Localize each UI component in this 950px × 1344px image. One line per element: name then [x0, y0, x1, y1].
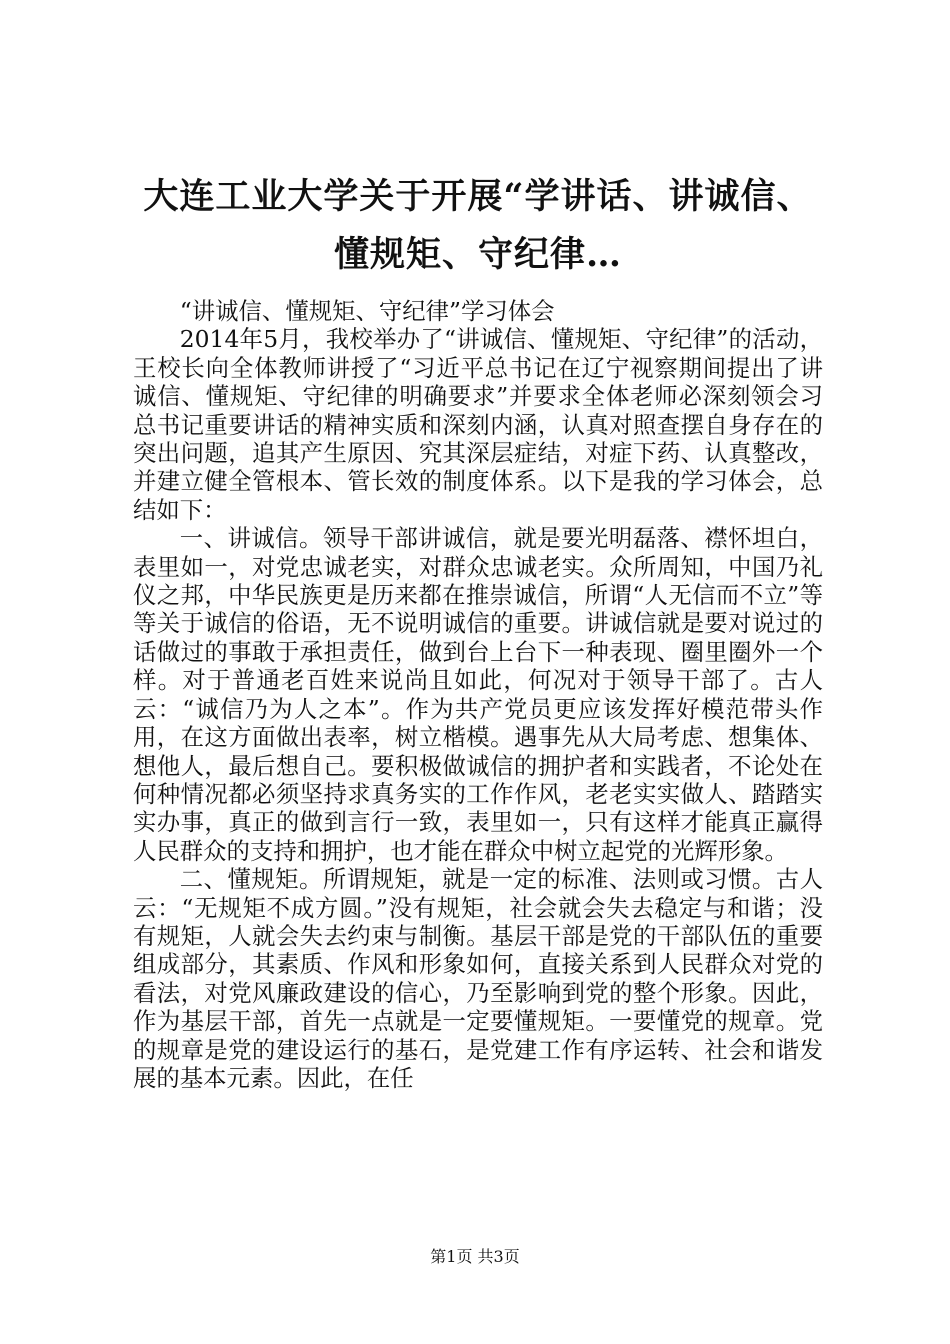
document-title: 大连工业大学关于开展“学讲话、讲诚信、懂规矩、守纪律…: [143, 176, 813, 275]
paragraph-rules: 二、懂规矩。所谓规矩，就是一定的标准、法则或习惯。古人云：“无规矩不成方圆。”没有规矩，社会就会失去稳定与和谐；没有规矩，人就会失去约束与制衡。基层干部是党的干部队伍的重要组成部分，其素质、作风和形象如何，直接关系到人民群众对党的看法，对党风廉政建设的信心，乃至影响到党的整个形象。因此，作为基层干部，首先一点就是一定要懂规矩。一要懂党的规章。党的规章是党的建设运行的基石，是党建工作有序运转、社会和谐发展的基本元素。因此，在任: [133, 865, 823, 1092]
document-subtitle: “讲诚信、懂规矩、守纪律”学习体会: [179, 297, 555, 325]
document-body: [133, 297, 823, 1092]
paragraph-honesty: 一、讲诚信。领导干部讲诚信，就是要光明磊落、襟怀坦白，表里如一，对党忠诚老实，对群众忠诚老实。众所周知，中国乃礼仪之邦，中华民族更是历来都在推崇诚信，所谓“人无信而不立”等等关于诚信的俗语，无不说明诚信的重要。讲诚信就是要对说过的话做过的事敢于承担责任，做到台上台下一种表现、圈里圈外一个样。对于普通老百姓来说尚且如此，何况对于领导干部了。古人云：“诚信乃为人之本”。作为共产党员更应该发挥好模范带头作用，在这方面做出表率，树立楷模。遇事先从大局考虑、想集体、想他人，最后想自己。要积极做诚信的拥护者和实践者，不论处在何种情况都必须坚持求真务实的工作作风，老老实实做人、踏踏实实办事，真正的做到言行一致，表里如一，只有这样才能真正赢得人民群众的支持和拥护，也才能在群众中树立起党的光辉形象。: [133, 524, 823, 865]
page-number: 第1页 共3页: [430, 1247, 520, 1266]
paragraph-intro: 2014年5月，我校举办了“讲诚信、懂规矩、守纪律”的活动，王校长向全体教师讲授了“习近平总书记在辽宁视察期间提出了讲诚信、懂规矩、守纪律的明确要求”并要求全体老师必深刻领会习总书记重要讲话的精神实质和深刻内涵，认真对照查摆自身存在的突出问题，追其产生原因、究其深层症结，对症下药、认真整改，并建立健全管根本、管长效的制度体系。以下是我的学习体会，总结如下：: [133, 325, 823, 524]
